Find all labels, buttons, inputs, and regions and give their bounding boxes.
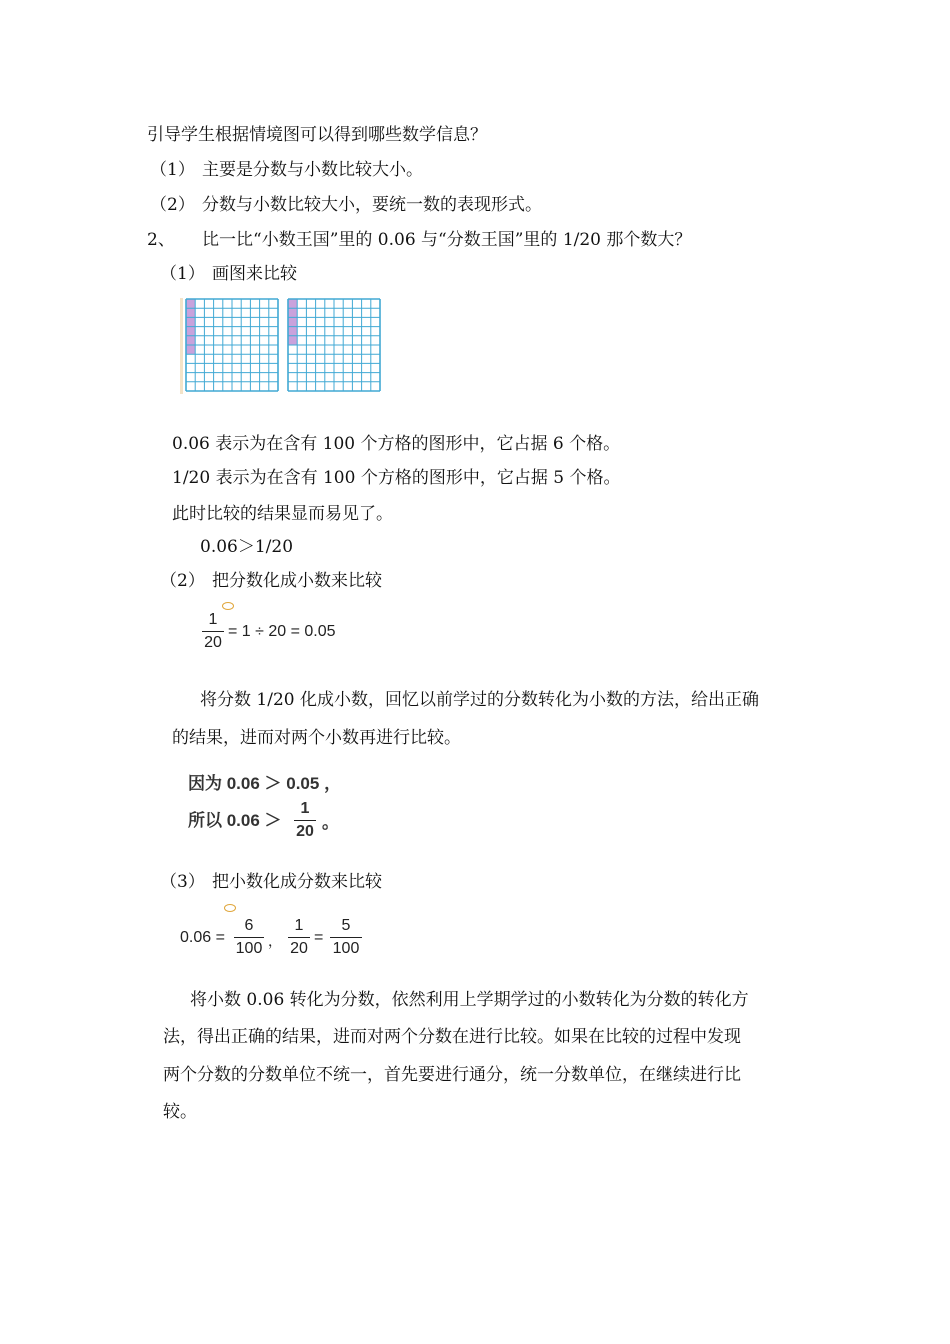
conclusion-fraction: 1 20 — [294, 801, 316, 840]
method-3-para-2: 法，得出正确的结果，进而对两个分数在进行比较。如果在比较的过程中发现 — [163, 1027, 741, 1047]
shaded-cell — [186, 345, 195, 354]
decimal-lhs: 0.06 = — [180, 929, 225, 946]
shaded-cell — [288, 327, 297, 336]
point-2-number: （2） — [150, 195, 195, 215]
separator: ， — [268, 933, 282, 949]
grid-1-20 — [288, 299, 380, 391]
image-edge — [180, 298, 183, 394]
shaded-cell — [288, 308, 297, 317]
question-text: 比一比“小数王国”里的 0.06 与“分数王国”里的 1/20 那个数大？ — [202, 230, 692, 250]
point-1-text: 主要是分数与小数比较大小。 — [202, 160, 423, 180]
shaded-cell — [288, 336, 297, 345]
hundred-grids-figure — [180, 296, 386, 396]
conclusion-period: 。 — [322, 813, 339, 832]
comparison-result: 0.06＞1/20 — [200, 537, 294, 557]
decoration-mark — [222, 602, 234, 610]
method-2-para-1: 将分数 1/20 化成小数，回忆以前学过的分数转化为小数的方法，给出正确 — [200, 690, 759, 710]
shaded-cell — [186, 327, 195, 336]
therefore-line: 所以 0.06 ＞ — [188, 811, 282, 830]
shaded-cell — [186, 336, 195, 345]
method-1-number: （1） — [160, 264, 205, 284]
decoration-mark — [224, 904, 236, 912]
grid-0-06 — [186, 299, 278, 391]
method-3-para-1: 将小数 0.06 转化为分数，依然利用上学期学过的小数转化为分数的转化方 — [190, 990, 749, 1010]
method-1-title: 画图来比较 — [212, 264, 297, 284]
fraction-1-20: 1 20 — [288, 918, 310, 957]
shaded-cell — [186, 299, 195, 308]
shaded-cell — [288, 317, 297, 326]
division-expression: = 1 ÷ 20 = 0.05 — [228, 623, 336, 640]
shaded-cell — [186, 308, 195, 317]
grid-explain-2: 1/20 表示为在含有 100 个方格的图形中，它占据 5 个格。 — [172, 468, 621, 488]
method-2-number: （2） — [160, 571, 205, 591]
method-3-title: 把小数化成分数来比较 — [212, 872, 382, 892]
grid-explain-3: 此时比较的结果显而易见了。 — [172, 504, 393, 524]
method-2-title: 把分数化成小数来比较 — [212, 571, 382, 591]
point-2-text: 分数与小数比较大小，要统一数的表现形式。 — [202, 195, 542, 215]
fraction-6-100: 6 100 — [235, 917, 263, 957]
point-1-number: （1） — [150, 160, 195, 180]
question-number: 2、 — [147, 230, 175, 250]
method-3-number: （3） — [160, 872, 205, 892]
method-3-para-4: 较。 — [163, 1102, 197, 1122]
shaded-cell — [186, 317, 195, 326]
method-2-para-2: 的结果，进而对两个小数再进行比较。 — [172, 728, 461, 748]
fraction-1-20: 1 20 — [202, 612, 224, 651]
because-line: 因为 0.06 ＞ 0.05 ， — [188, 774, 342, 793]
shaded-cell — [288, 299, 297, 308]
fraction-5-100: 5 100 — [330, 918, 362, 957]
grid-explain-1: 0.06 表示为在含有 100 个方格的图形中，它占据 6 个格。 — [172, 434, 621, 454]
intro-text: 引导学生根据情境图可以得到哪些数学信息？ — [147, 125, 487, 145]
method-3-para-3: 两个分数的分数单位不统一，首先要进行通分，统一分数单位，在继续进行比 — [163, 1065, 741, 1085]
equals-sign: = — [314, 929, 324, 946]
